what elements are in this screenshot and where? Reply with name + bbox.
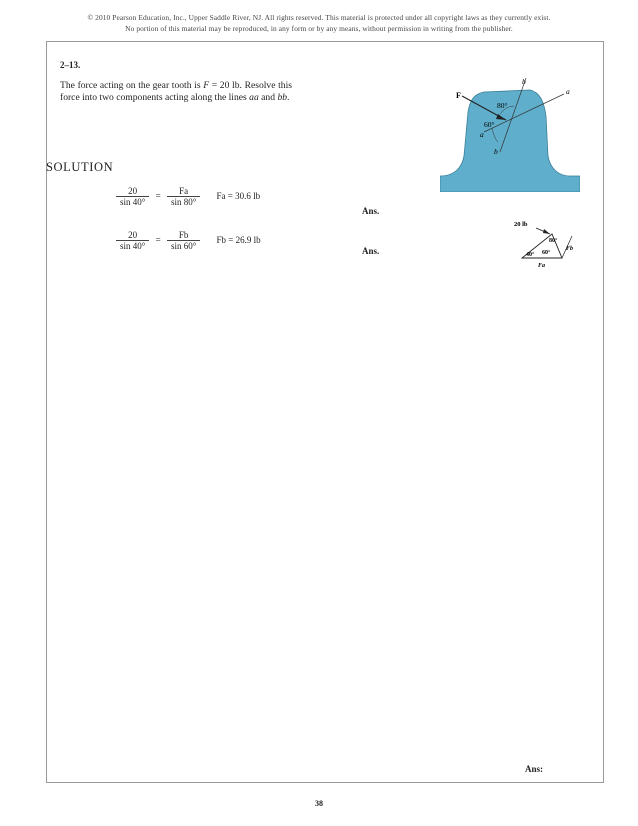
solution-heading-text: SOLUTION — [46, 160, 114, 174]
eq1-left-num: 20 — [116, 186, 149, 197]
eq2-right-den: sin 60° — [170, 241, 197, 251]
force-triangle-figure — [506, 214, 590, 272]
force-symbol: F — [203, 80, 210, 91]
triangle-angle-60: 60° — [542, 250, 551, 256]
eq1-left-den: sin 40° — [120, 197, 146, 207]
eq1-ans: Ans. — [362, 206, 380, 216]
triangle-label-20lb: 20 lb — [514, 221, 528, 228]
eq1-right-fraction — [167, 186, 200, 207]
figure-label-b-lower: b — [494, 147, 498, 156]
gear-tooth-shape — [440, 90, 580, 192]
copyright-line-1: © 2010 Pearson Education, Inc., Upper Saddle River, NJ. All rights reserved. This material is protected under all copyright laws as they currently exist. — [87, 13, 551, 22]
eq2-left-num: 20 — [116, 230, 149, 241]
eq2-left-den: sin 40° — [120, 241, 146, 251]
eq2-right-num: Fb — [167, 230, 200, 241]
ans-label: Ans: — [525, 764, 544, 774]
triangle-label-Fb: Fb — [566, 246, 574, 252]
eq1-right-den: sin 80° — [170, 197, 197, 207]
figure-label-a-top: a — [566, 87, 570, 96]
figure-angle-80: 80° — [497, 101, 508, 110]
eq2-result: Fb = 26.9 lb — [216, 234, 261, 245]
eq2-ans: Ans. — [362, 246, 380, 256]
line-aa: aa — [249, 92, 259, 103]
eq2-left-fraction — [116, 230, 149, 251]
statement-part-2: = 20 lb. Resolve this force into two components acting along the lines — [60, 80, 292, 103]
triangle-angle-80: 80° — [549, 238, 558, 244]
gear-tooth-figure — [440, 72, 580, 192]
eq1-left-fraction — [116, 186, 149, 207]
copyright-line-2: No portion of this material may be reproduced, in any form or by any means, without permission in writing from the publisher. — [125, 24, 513, 33]
problem-statement — [60, 80, 292, 104]
figure-angle-60: 60° — [484, 120, 495, 129]
triangle-arrowhead-20lb — [543, 229, 550, 234]
figure-label-F: F — [456, 91, 461, 100]
page-number: 38 — [315, 799, 323, 808]
eq2-right-fraction — [167, 230, 200, 251]
triangle-label-Fa: Fa — [538, 263, 546, 269]
equation-2: $\frac{20}{\sin 40^\circ}$ = $\frac{Fb}{\sin 60^\circ}$ Fb = 26.9 lb — [116, 230, 261, 251]
eq1-right-num: Fa — [167, 186, 200, 197]
eq1-result: Fa = 30.6 lb — [216, 190, 261, 201]
line-bb: bb — [277, 92, 288, 103]
figure-label-a-lower: a — [480, 130, 484, 139]
solution-heading — [46, 162, 113, 173]
problem-number: 2–13. — [60, 60, 81, 70]
statement-part-1: The force acting on the gear tooth is — [60, 80, 201, 91]
triangle-angle-40: 40° — [526, 252, 535, 258]
figure-label-b-top: b — [522, 77, 526, 86]
statement-and: and — [261, 92, 276, 103]
equation-1: $\frac{20}{\sin 40^\circ}$ = $\frac{Fa}{\sin 80^\circ}$ Fa = 30.6 lb — [116, 186, 260, 207]
statement-period: . — [287, 92, 290, 103]
